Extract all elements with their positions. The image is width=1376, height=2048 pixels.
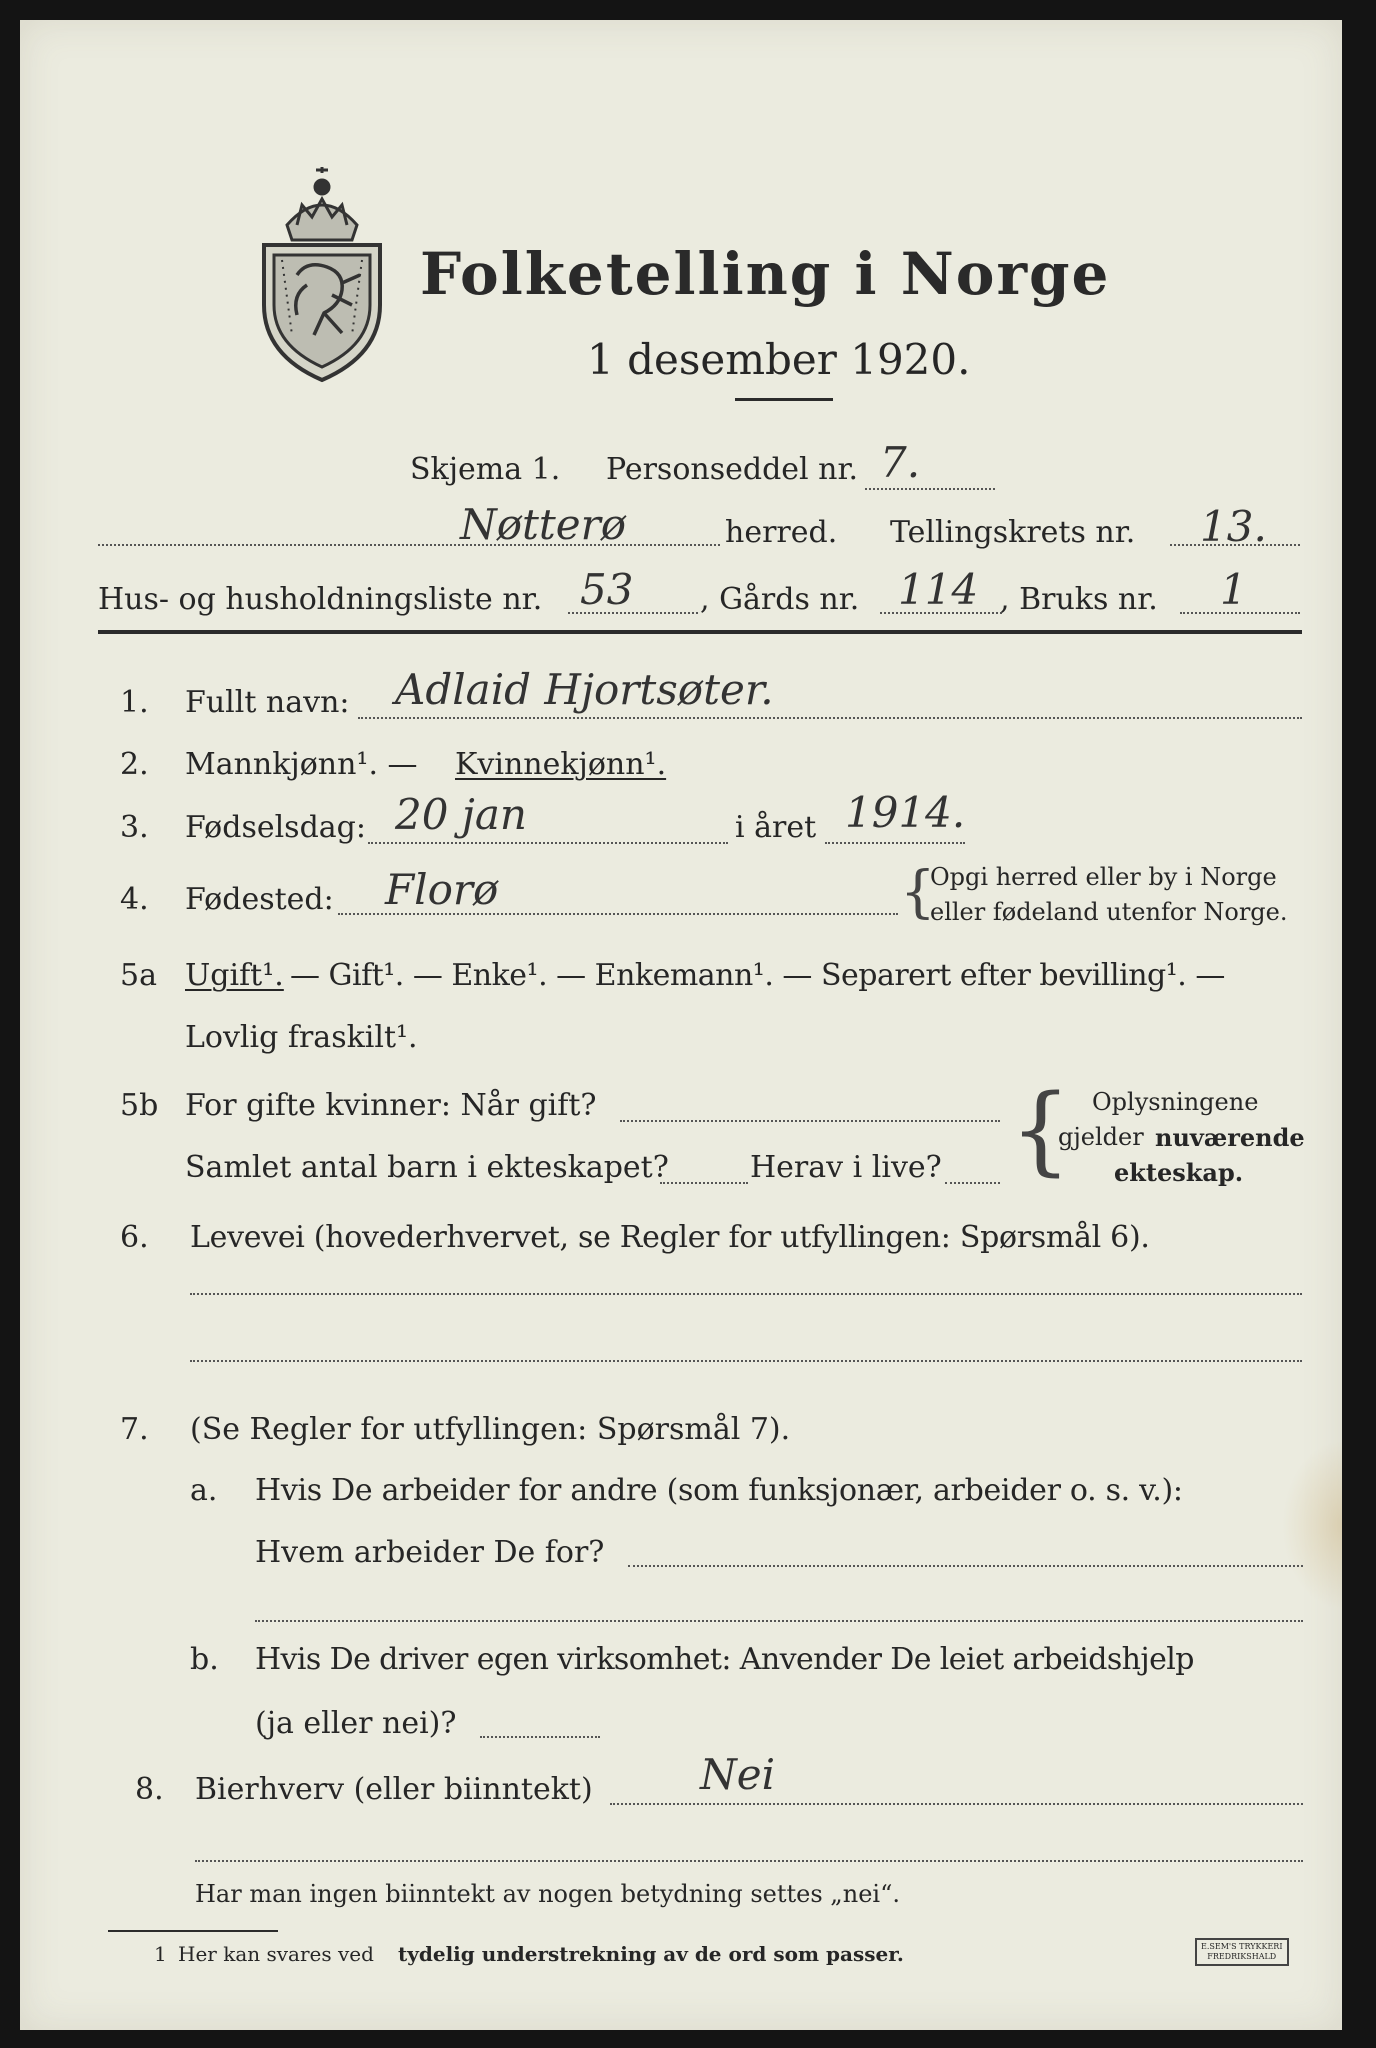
q6-label: Levevei (hovederhvervet, se Regler for utfyllingen: Spørsmål 6).: [190, 1220, 1150, 1255]
q7-label: (Se Regler for utfyllingen: Spørsmål 7).: [190, 1412, 791, 1447]
birthplace-value[interactable]: Florø: [385, 865, 499, 914]
q6-number: 6.: [120, 1220, 149, 1255]
q2-kvinne: Kvinnekjønn¹.: [455, 747, 667, 782]
q5a-number: 5a: [120, 958, 157, 993]
q4-note-1: Opgi herred eller by i Norge: [930, 863, 1277, 891]
q2-number: 2.: [120, 747, 149, 782]
q5b-note-2a: gjelder: [1058, 1123, 1144, 1151]
q6-line-2: [190, 1360, 1302, 1362]
printer-stamp-line-2: FREDRIKSHALD: [1207, 1952, 1277, 1961]
title-divider: [735, 398, 833, 401]
q5a-ugift: Ugift¹.: [185, 958, 284, 993]
tellingskrets-value[interactable]: 13.: [1200, 502, 1267, 551]
q7b-line1: Hvis De driver egen virksomhet: Anvender De leiet arbeidshjelp: [255, 1642, 1194, 1677]
footnote-text-a: Her kan svares ved: [178, 1942, 374, 1966]
skjema-label: Skjema 1.: [410, 452, 561, 487]
q5b-note-2b: nuværende: [1155, 1123, 1305, 1152]
q7b-line: [480, 1736, 600, 1738]
footnote-number: 1: [154, 1942, 167, 1966]
q5b-line2: Samlet antal barn i ekteskapet?: [185, 1150, 669, 1185]
q3-line: [368, 842, 728, 844]
paper-stain: [1282, 1440, 1342, 1610]
bruks-label: , Bruks nr.: [1000, 582, 1158, 617]
herred-label: herred.: [725, 515, 838, 550]
q7b-number: b.: [190, 1642, 219, 1677]
q7a-line2: Hvem arbeider De for?: [255, 1535, 605, 1570]
q5b-brace: {: [1010, 1074, 1072, 1186]
q7a-line-2: [255, 1620, 1303, 1622]
q2-mann: Mannkjønn¹. —: [185, 747, 418, 782]
q5b-children-line: [660, 1182, 748, 1184]
herred-line: [98, 544, 720, 546]
census-form-page: [20, 20, 1342, 2030]
q5a-options: — Gift¹. — Enke¹. — Enkemann¹. — Separert efter bevilling¹. —: [290, 958, 1225, 993]
q7a-number: a.: [190, 1473, 218, 1508]
q5b-note-3: ekteskap.: [1114, 1158, 1244, 1187]
q5b-number: 5b: [120, 1088, 159, 1123]
gards-label: , Gårds nr.: [700, 582, 860, 617]
header-rule: [98, 630, 1302, 634]
footnote-rule: [108, 1930, 278, 1932]
q6-line-1: [190, 1293, 1302, 1295]
husliste-value[interactable]: 53: [580, 565, 634, 614]
form-title: Folketelling i Norge: [420, 240, 1111, 308]
personseddel-line: [865, 488, 995, 490]
q5b-note-1: Oplysningene: [1092, 1088, 1259, 1116]
q7a-line1: Hvis De arbeider for andre (som funksjonær, arbeider o. s. v.):: [255, 1473, 1183, 1508]
personseddel-value[interactable]: 7.: [880, 438, 921, 487]
birth-year-value[interactable]: 1914.: [845, 788, 966, 837]
q7b-line2: (ja eller nei)?: [255, 1706, 457, 1741]
q4-note-2: eller fødeland utenfor Norge.: [930, 898, 1288, 926]
q8-line-2: [195, 1860, 1303, 1862]
q5b-live: Herav i live?: [750, 1150, 942, 1185]
q1-number: 1.: [120, 685, 149, 720]
bruks-value[interactable]: 1: [1220, 565, 1247, 614]
printer-stamp: [1195, 1938, 1289, 1966]
herred-value[interactable]: Nøtterø: [460, 500, 627, 549]
norwegian-lion-crest-icon: [252, 165, 392, 385]
footnote-text-b: tydelig understrekning av de ord som passer.: [398, 1942, 904, 1966]
q1-label: Fullt navn:: [185, 685, 350, 720]
biinntekt-value[interactable]: Nei: [700, 1750, 776, 1799]
q4-brace: {: [900, 860, 936, 925]
printer-stamp-line-1: E.SEM'S TRYKKERI: [1201, 1942, 1283, 1951]
q4-number: 4.: [120, 882, 149, 917]
q1-line: [358, 717, 1302, 719]
gards-value[interactable]: 114: [898, 565, 979, 614]
q7-number: 7.: [120, 1412, 149, 1447]
birthday-value[interactable]: 20 jan: [395, 790, 527, 839]
q4-label: Fødested:: [185, 882, 334, 917]
q8-line: [610, 1803, 1303, 1805]
q5b-when-line: [620, 1120, 1000, 1122]
q7a-line: [628, 1565, 1303, 1567]
q3-year-line: [825, 842, 965, 844]
q8-label: Bierhverv (eller biinntekt): [195, 1772, 593, 1807]
q5b-line1: For gifte kvinner: Når gift?: [185, 1088, 597, 1123]
q8-number: 8.: [135, 1772, 164, 1807]
q3-year-label: i året: [735, 810, 817, 845]
q5b-live-line: [945, 1182, 1000, 1184]
biinntekt-note: Har man ingen biinntekt av nogen betydning settes „nei“.: [195, 1880, 900, 1908]
tellingskrets-label: Tellingskrets nr.: [890, 515, 1136, 550]
husliste-label: Hus- og husholdningsliste nr.: [98, 582, 543, 617]
q5a-line2: Lovlig fraskilt¹.: [185, 1020, 418, 1055]
personseddel-label: Personseddel nr.: [606, 452, 859, 487]
q3-number: 3.: [120, 810, 149, 845]
q3-label: Fødselsdag:: [185, 810, 366, 845]
full-name-value[interactable]: Adlaid Hjortsøter.: [395, 665, 774, 714]
census-date: 1 desember 1920.: [587, 335, 971, 384]
